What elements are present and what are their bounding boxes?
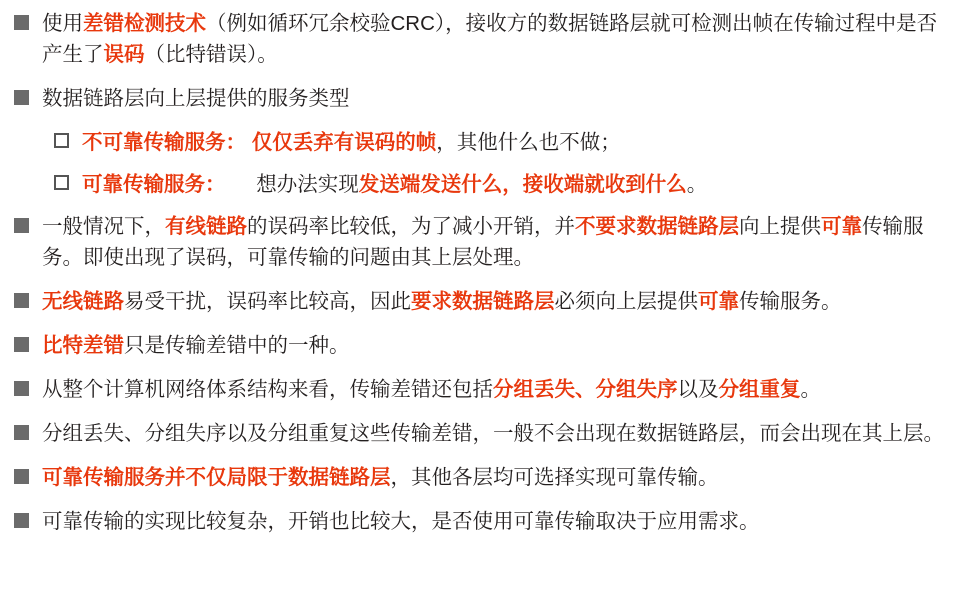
text-segment: 可靠传输服务：: [82, 173, 216, 196]
text-segment: 分组丢失、分组失序以及分组重复这些传输差错，一般不会出现在数据链路层，而会出现在其上层。: [42, 422, 944, 445]
bullet-text-errors-upper-layer: [42, 418, 946, 449]
text-segment: 使用: [42, 12, 83, 35]
bullet-item-unreliable-service: [54, 127, 946, 158]
text-segment: 分组重复: [718, 378, 801, 401]
filled-square-bullet-icon: [14, 90, 29, 105]
filled-square-bullet-icon: [14, 381, 29, 396]
text-segment: 误码: [103, 43, 145, 66]
text-segment: ，其他各层均可选择实现可靠传输。: [390, 466, 719, 489]
text-segment: 传输服务。即使出现了误码，可靠传输的问题由其上层处理。: [42, 215, 924, 269]
text-segment: 传输服务。: [739, 290, 842, 313]
text-segment: 。: [686, 173, 708, 196]
text-segment: 可靠: [698, 290, 739, 313]
text-segment: 可靠: [821, 215, 862, 238]
text-segment: 不要求数据链路层: [575, 215, 739, 238]
bullet-text-reliable-service: [82, 169, 946, 200]
bullet-item-errors-upper-layer: [14, 418, 946, 449]
text-segment: 向上提供: [739, 215, 821, 238]
filled-square-bullet-icon: [14, 425, 29, 440]
bullet-text-transmission-errors: [42, 374, 946, 405]
filled-square-bullet-icon: [14, 513, 29, 528]
bullet-text-wired-link: [42, 211, 946, 273]
text-segment: （比特错误）。: [144, 43, 278, 66]
text-segment: 的误码率比较低，为了减小开销，并: [247, 215, 575, 238]
bullet-item-wireless-link: [14, 286, 946, 317]
bullet-item-transmission-errors: [14, 374, 946, 405]
bullet-text-bit-error: [42, 330, 946, 361]
filled-square-bullet-icon: [14, 218, 29, 233]
text-segment: 数据链路层向上层提供的服务类型: [42, 87, 350, 110]
text-segment: 发送端发送什么，接收端就收到什么: [358, 173, 687, 196]
text-segment: 有线链路: [165, 215, 247, 238]
text-segment: 可靠传输的实现比较复杂，开销也比较大，是否使用可靠传输取决于应用需求。: [42, 510, 760, 533]
filled-square-bullet-icon: [14, 293, 29, 308]
filled-square-bullet-icon: [14, 15, 29, 30]
text-segment: 必须向上层提供: [554, 290, 698, 313]
bullet-text-reliable-complex: [42, 506, 946, 537]
text-segment: 一般情况下，: [42, 215, 165, 238]
bullet-text-unreliable-service: [82, 127, 946, 158]
text-segment: 分组丢失、分组失序: [493, 378, 678, 401]
bullet-text-reliable-not-only-dll: [42, 462, 946, 493]
bullet-text-crc-detection: [42, 8, 946, 70]
text-segment: 差错检测技术: [83, 12, 206, 35]
bullet-item-bit-error: [14, 330, 946, 361]
bullet-item-reliable-not-only-dll: [14, 462, 946, 493]
filled-square-bullet-icon: [14, 469, 29, 484]
bullet-item-service-types: [14, 83, 946, 114]
bullet-item-reliable-complex: [14, 506, 946, 537]
text-segment: 可靠传输服务并不仅局限于数据链路层: [42, 466, 391, 489]
text-segment: 只是传输差错中的一种。: [124, 334, 350, 357]
bullet-item-reliable-service: [54, 169, 946, 200]
text-segment: 无线链路: [42, 290, 124, 313]
text-segment: 比特差错: [42, 334, 124, 357]
text-segment: 不可靠传输服务：: [82, 131, 246, 154]
text-segment: 想办法实现: [215, 173, 359, 196]
text-segment: 以及: [677, 378, 719, 401]
text-segment: 从整个计算机网络体系结构来看，传输差错还包括: [42, 378, 493, 401]
bullet-list: [14, 8, 946, 537]
text-segment: ，其他什么也不做；: [436, 131, 621, 154]
hollow-square-bullet-icon: [54, 175, 69, 190]
filled-square-bullet-icon: [14, 337, 29, 352]
text-segment: 仅仅丢弃有误码的帧: [251, 131, 437, 154]
bullet-item-wired-link: [14, 211, 946, 273]
text-segment: 要求数据链路层: [411, 290, 555, 313]
bullet-item-crc-detection: [14, 8, 946, 70]
text-segment: （例如循环冗余校验CRC），接收方的数据链路层就可检测出帧在传输过程中是否产生了: [42, 12, 938, 66]
bullet-text-wireless-link: [42, 286, 946, 317]
text-segment: 。: [800, 378, 821, 401]
bullet-text-service-types: [42, 83, 946, 114]
text-segment: 易受干扰，误码率比较高，因此: [124, 290, 411, 313]
hollow-square-bullet-icon: [54, 133, 69, 148]
